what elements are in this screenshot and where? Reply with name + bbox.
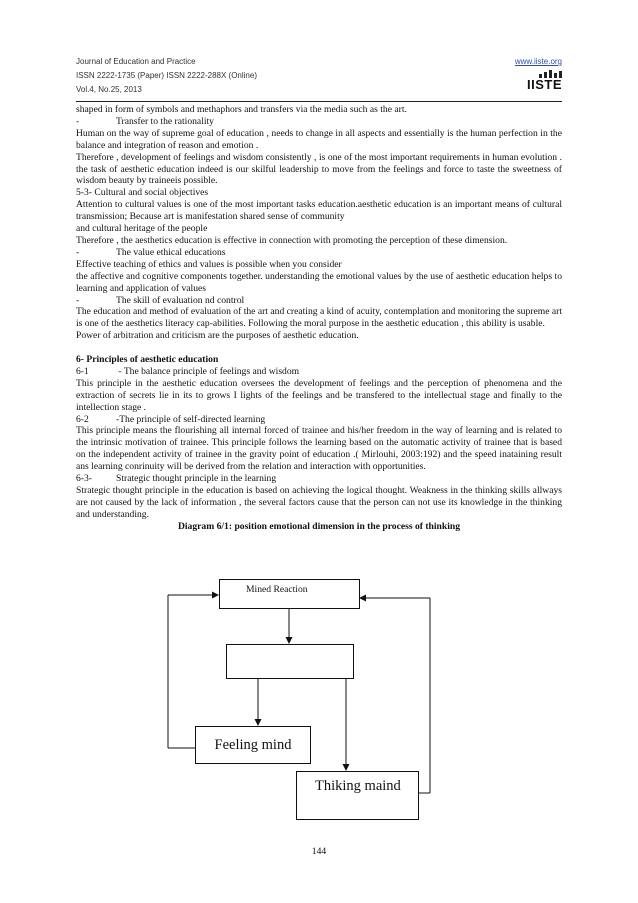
journal-url-link[interactable]: www.iiste.org: [514, 57, 562, 66]
section-heading: 6- Principles of aesthetic education: [76, 354, 219, 366]
dash-subheading-label: The value ethical educations: [116, 246, 226, 258]
mind-reaction-label: Mined Reaction: [246, 584, 308, 595]
subheading-label: - The balance principle of feelings and wisdom: [116, 365, 300, 377]
subheading-label: -The principle of self-directed learning: [116, 413, 266, 425]
body-paragraph: shaped in form of symbols and methaphors and transfers via the media such as the art.: [76, 104, 407, 115]
iiste-logo: [526, 70, 562, 94]
subheading-number: 6-1: [76, 365, 89, 377]
dash-subheading: [76, 295, 562, 307]
body-paragraph: the affective and cognitive components together. understanding the emotional values by the use of aesthetic education helps to learning and application of values: [76, 270, 562, 294]
dash-marker: -: [76, 294, 80, 306]
body-paragraph: Human on the way of supreme goal of education , needs to change in all aspects and essentially is the human perfection in the balance and integration of reason and emotion .: [76, 127, 562, 151]
body-paragraph: and cultural heritage of the people: [76, 223, 208, 235]
header-divider: [76, 101, 562, 102]
dash-subheading: [76, 116, 562, 128]
body-paragraph: Power of arbitration and criticism are the purposes of aesthetic education.: [76, 330, 359, 342]
middle-process-box: [226, 644, 354, 679]
article-body: [76, 104, 562, 533]
dash-subheading: [76, 247, 562, 259]
issn-line: ISSN 2222-1735 (Paper) ISSN 2222-288X (Online): [76, 71, 257, 80]
thinking-mind-box: [296, 771, 419, 820]
journal-name: Journal of Education and Practice: [76, 57, 196, 66]
subheading-number: 6-2: [76, 413, 89, 425]
diagram-caption: Diagram 6/1: position emotional dimension in the process of thinking: [177, 520, 461, 532]
body-paragraph: Attention to cultural values is one of the most important tasks education.aesthetic education is an important means of cultural transmission; Because art is manifestation shared sense of community: [76, 199, 562, 223]
body-paragraph: Effective teaching of ethics and values is possible when you consider: [76, 258, 342, 270]
feeling-mind-label: Feeling mind: [214, 736, 292, 753]
mind-reaction-box: [219, 579, 360, 609]
page-number: 144: [311, 846, 327, 857]
body-paragraph: 5-3- Cultural and social objectives: [76, 187, 209, 199]
dash-marker: -: [76, 115, 80, 127]
body-paragraph: Therefore , the aesthetics education is effective in connection with promoting the perception of these dimension.: [76, 234, 508, 246]
dash-subheading-label: The skill of evaluation nd control: [116, 294, 245, 306]
numbered-subheading: [76, 366, 562, 378]
body-paragraph: Strategic thought principle in the education is based on achieving the logical thought. Weakness in the thinking skills allways are not caused by the lack of information , the several factors cause that the person can not use its knowledge in the thinking and understanding.: [76, 484, 562, 520]
thinking-mind-label: Thiking maind: [315, 778, 401, 794]
body-paragraph: This principle in the aesthetic education oversees the development of feelings and the perception of phenomena and the extraction of secrets lie in its to grows I lights of the feelings and be transfered to the intellectual stage and finally to the intellection stage .: [76, 377, 562, 413]
numbered-subheading: [76, 473, 562, 485]
dash-marker: -: [76, 246, 80, 258]
body-paragraph: The education and method of evaluation of the art and creating a kind of acuity, contemplation and monitoring the supreme art is one of the aesthetics literacy cap-abilities. Following the moral purpose in the aesthetic education , this ability is usable.: [76, 306, 562, 330]
numbered-subheading: [76, 414, 562, 426]
blank-line: [76, 342, 562, 354]
volume-line: Vol.4, No.25, 2013: [76, 85, 142, 94]
feeling-mind-box: [195, 726, 311, 764]
subheading-label: Strategic thought principle in the learning: [116, 473, 277, 485]
dash-subheading-label: Transfer to the rationality: [116, 115, 214, 127]
subheading-number: 6-3-: [76, 473, 92, 485]
body-paragraph: Therefore , development of feelings and wisdom consistently , is one of the most important requirements in human evolution . the task of aesthetic education indeed is our skilful leadership to move from the feelings and force to taste the sweetness of wisdom beauty by traineeis possible.: [76, 151, 562, 187]
logo-text: IISTE: [526, 77, 562, 92]
body-paragraph: This principle means the flourishing all internal forced of trainee and his/her freedom in the way of learning and is related to the intrinsic motivation of trainee. This principle follows the learning based on the automatic activity of trainee that is based on the independent activity of trainee in the gravity point of education .( Mirlouhi, 2003:192) and the speed inataining result ans learning conrinuity will be derived from the relation and interaction with opportunities.: [76, 425, 562, 473]
